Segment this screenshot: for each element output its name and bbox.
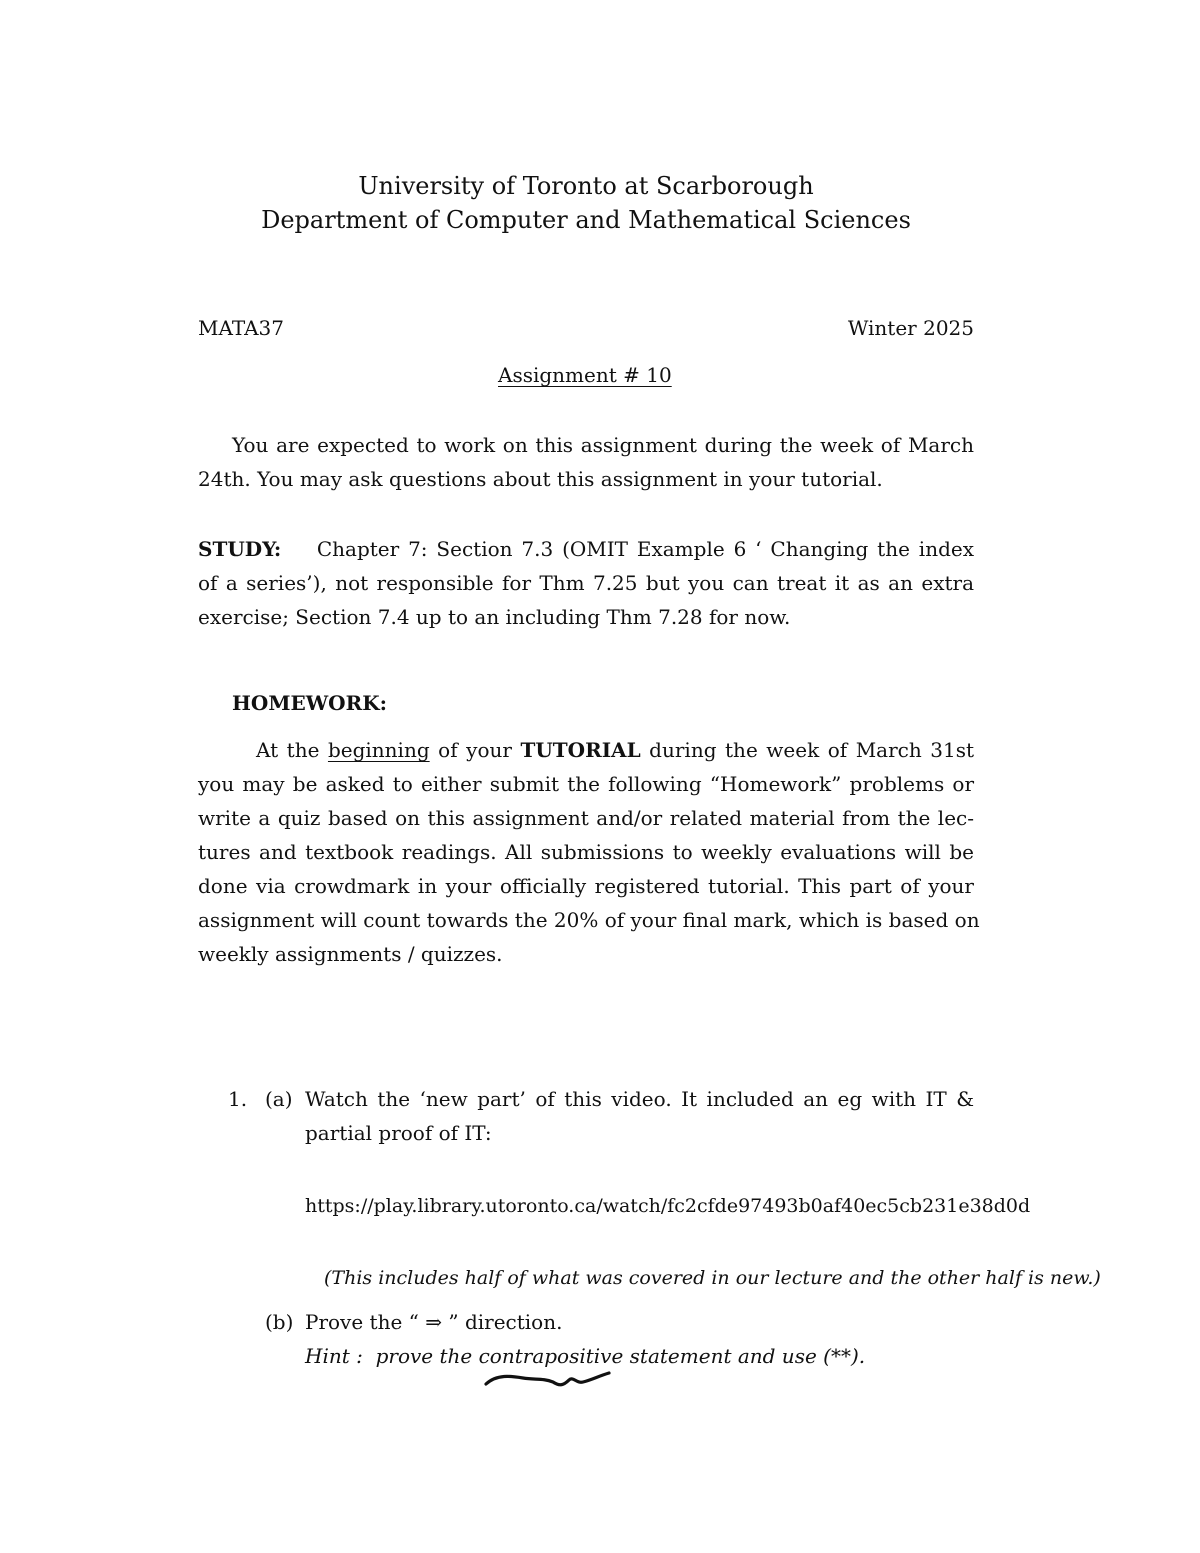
part-a-text [305,1082,974,1150]
homework-line-1-post: during the week of March 31st [649,738,975,762]
hint-line [305,1339,865,1373]
course-code: MATA37 [198,316,284,340]
study-label: STUDY: [198,537,282,561]
study-line-1 [198,532,974,566]
university-name: University of Toronto at Scarborough [358,172,814,200]
homework-line-1 [198,733,974,767]
homework-line-2: you may be asked to either submit the following “Homework” problems or [198,772,974,796]
homework-line-1-pre: At the [256,738,320,762]
course-term: Winter 2025 [847,316,974,340]
beginning-emphasis: beginning [327,738,430,762]
video-link[interactable]: https://play.library.utoronto.ca/watch/fc2cfde97493b0af40ec5cb231e38d0d [305,1195,1031,1217]
part-a-label: (a) [265,1087,293,1111]
tutorial-emphasis: TUTORIAL [520,738,641,762]
part-a-line-1: Watch the ‘new part’ of this video. It included an eg with IT & [305,1087,974,1111]
intro-paragraph [198,428,974,496]
problem-number: 1. [228,1087,248,1111]
homework-line-1-mid: of your [438,738,512,762]
homework-line-3: write a quiz based on this assignment and/or related material from the lec- [198,806,974,830]
part-a-line-2: partial proof of IT: [305,1121,492,1145]
homework-line-5: done via crowdmark in your officially registered tutorial. This part of your [198,874,974,898]
study-paragraph [198,532,974,634]
part-a-note: (This includes half of what was covered in our lecture and the other half is new.) [324,1267,1101,1289]
squiggle-underline-icon [483,1370,613,1392]
hint-post: statement and use (**). [629,1344,866,1368]
hint-pre: prove the [375,1344,473,1368]
homework-line-7: weekly assignments / quizzes. [198,942,503,966]
hint-label: Hint : [305,1344,363,1368]
part-b-line-1: Prove the “ ⇒ ” direction. [305,1310,563,1334]
intro-line-2: 24th. You may ask questions about this assignment in your tutorial. [198,467,883,491]
homework-paragraph [198,733,980,971]
study-line-1-text: Chapter 7: Section 7.3 (OMIT Example 6 ‘ Changing the index [316,537,974,561]
part-b-label: (b) [265,1310,294,1334]
study-line-2: of a series’), not responsible for Thm 7.25 but you can treat it as an extra [198,571,974,595]
homework-line-4: tures and textbook readings. All submissions to weekly evaluations will be [198,840,974,864]
department-name: Department of Computer and Mathematical Sciences [261,206,911,234]
study-line-3: exercise; Section 7.4 up to an including Thm 7.28 for now. [198,605,791,629]
intro-line-1: You are expected to work on this assignment during the week of March [232,433,974,457]
contrapositive-text: contrapositive [478,1344,624,1368]
homework-line-6: assignment will count towards the 20% of your final mark, which is based on [198,908,980,932]
contrapositive-word [479,1344,624,1368]
assignment-title: Assignment # 10 [498,363,672,387]
homework-heading: HOMEWORK: [232,691,387,715]
